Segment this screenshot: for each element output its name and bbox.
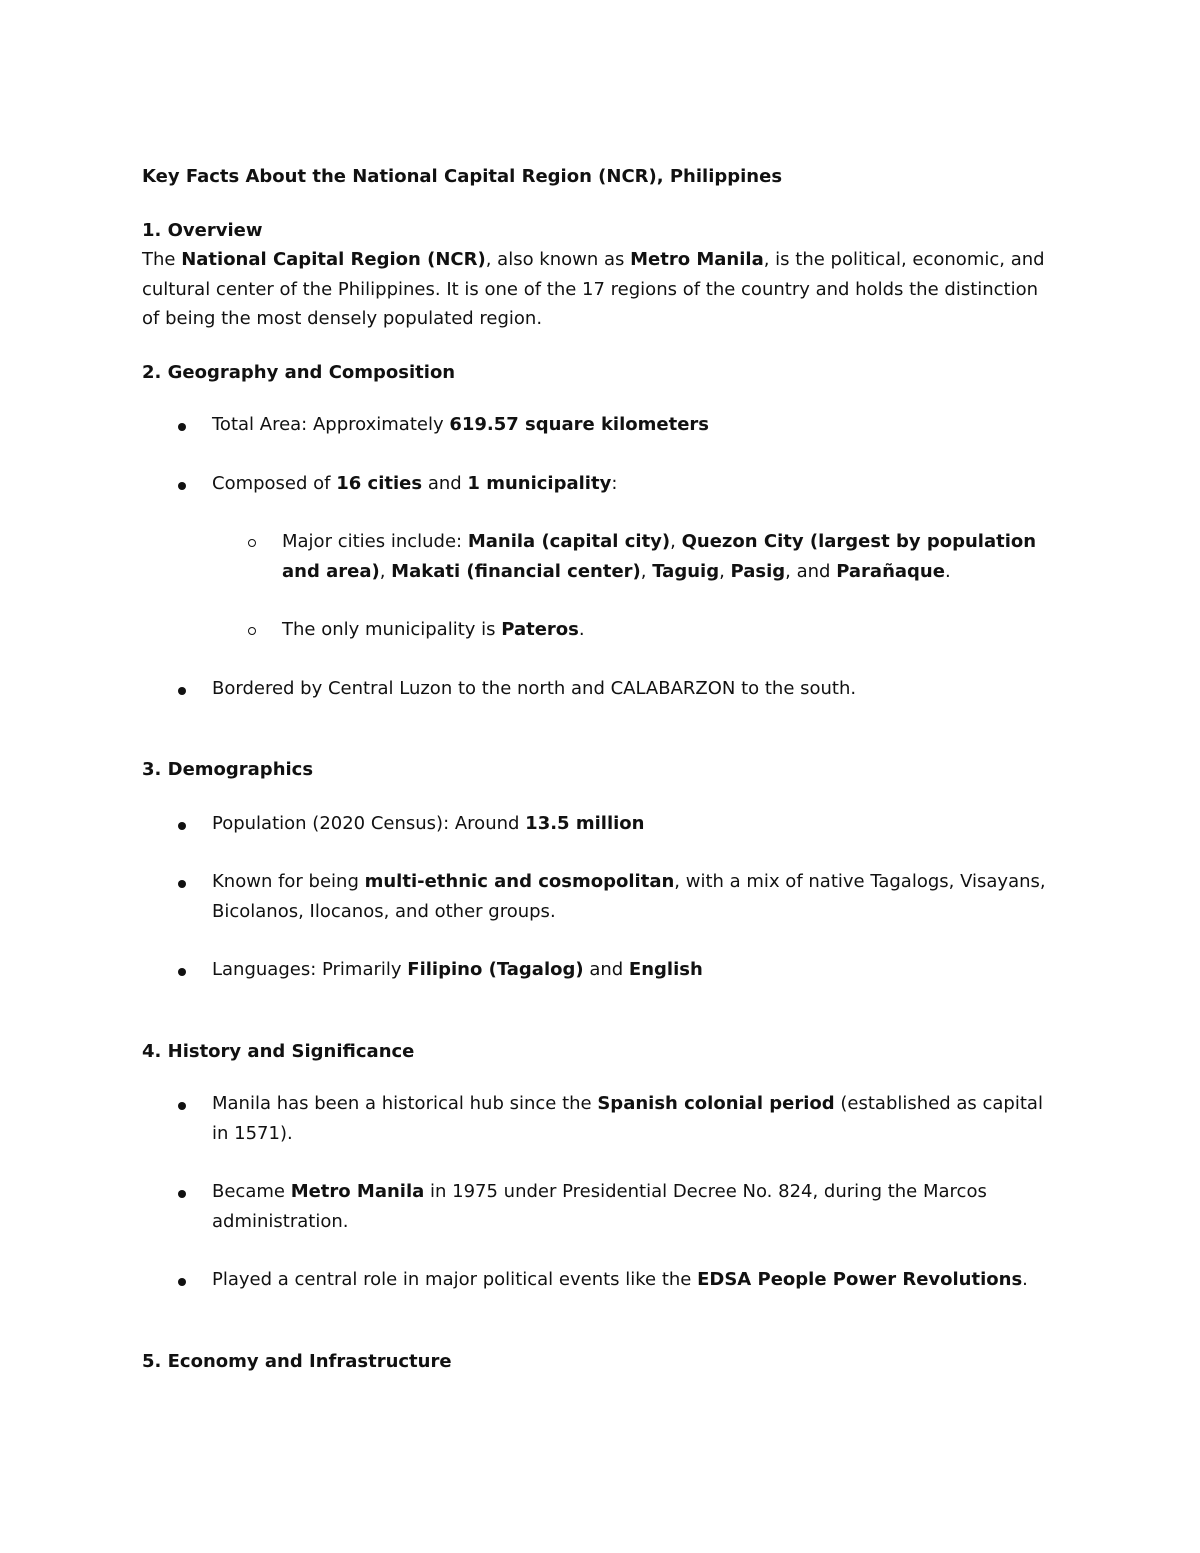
sub-list [212,527,1052,645]
bold-text: Quezon City (largest by population and area) [282,531,1037,582]
text-run: : [611,472,618,494]
text-run: and [583,959,629,980]
hollow-bullet-icon [248,539,256,547]
bold-text: Metro Manila [630,249,764,270]
list-item [142,1177,1052,1236]
bullet-icon [178,482,186,490]
bold-text: Filipino (Tagalog) [407,959,584,980]
sub-list-item [212,615,1052,645]
text-run: Major cities include: [282,531,468,552]
geography-list [142,410,1052,703]
bullet-icon [178,1190,186,1198]
overview-paragraph [142,245,1052,334]
list-item [142,469,1052,645]
text-run: Became [212,1181,291,1202]
text-run: in 1975 under Presidential Decree No. 824, during the Marcos administration. [212,1181,987,1232]
bold-text: EDSA People Power Revolutions [697,1269,1023,1290]
bold-text: Manila (capital city) [467,531,671,552]
text-run: The only municipality is [282,619,502,640]
bullet-icon [178,423,186,431]
list-item [142,1265,1052,1295]
list-item [142,410,1052,440]
section-heading-geography: 2. Geography and Composition [142,361,456,383]
bold-text: 13.5 million [525,812,645,834]
section-heading-economy: 5. Economy and Infrastructure [142,1350,452,1372]
bold-text: Pasig [730,560,786,582]
bullet-icon [178,687,186,695]
text-run: Languages: Primarily [212,959,408,980]
bold-text: multi-ethnic and cosmopolitan [364,871,675,892]
text-run: , with a mix of native Tagalogs, Visayans, Bicolanos, Ilocanos, and other groups. [212,871,1046,922]
list-item [142,867,1052,926]
list-item [142,1089,1052,1148]
text-run: , also known as [485,249,631,270]
text-run: Composed of [212,472,337,494]
bold-text: 16 cities [336,472,423,494]
text-run: . [578,619,585,640]
bold-text: Parañaque [836,560,945,582]
text-run: . [1022,1269,1028,1290]
bullet-icon [178,1102,186,1110]
text-run: Played a central role in major political events like the [212,1269,698,1290]
bold-text: Metro Manila [290,1181,425,1202]
bold-text: Makati (financial center) [391,560,641,582]
text-run: , [640,560,653,582]
bold-text: National Capital Region (NCR) [181,249,486,270]
document-title: Key Facts About the National Capital Region (NCR), Philippines [142,166,783,187]
list-item [142,955,1052,985]
text-run: Total Area: Approximately [212,414,450,435]
text-run: , is the political, economic, and cultural center of the Philippines. It is one of the 17 regions of the country and holds the distinction of being the most densely populated region. [142,249,1045,329]
document [142,162,1052,1376]
demographics-list [142,809,1052,985]
text-run: Bordered by Central Luzon to the north and CALABARZON to the south. [212,677,857,699]
hollow-bullet-icon [248,627,256,635]
bold-text: Spanish colonial period [597,1093,835,1114]
text-run: Manila has been a historical hub since the [212,1093,598,1114]
text-run: , [379,560,392,582]
text-run: , [670,531,682,552]
sub-list-item [212,527,1052,586]
list-item [142,809,1052,839]
list-item [142,674,1052,704]
section-heading-demographics: 3. Demographics [142,759,314,780]
section-heading-history: 4. History and Significance [142,1040,415,1062]
bold-text: 1 municipality [467,472,612,494]
bullet-icon [178,968,186,976]
text-run: Known for being [212,871,365,892]
bullet-icon [178,822,186,830]
text-run: The [142,249,182,270]
history-list [142,1089,1052,1295]
bullet-icon [178,1278,186,1286]
section-heading-overview: 1. Overview [142,219,263,241]
bold-text: English [628,959,703,980]
text-run: Population (2020 Census): Around [212,812,526,834]
text-run: . [944,560,951,582]
text-run: and [422,472,468,494]
text-run: , and [785,560,837,582]
bold-text: Pateros [501,619,579,640]
bold-text: 619.57 square kilometers [449,414,710,435]
text-run: (established as capital in 1571). [212,1093,1043,1144]
text-run: , [719,560,731,582]
bullet-icon [178,880,186,888]
bold-text: Taguig [652,560,720,582]
